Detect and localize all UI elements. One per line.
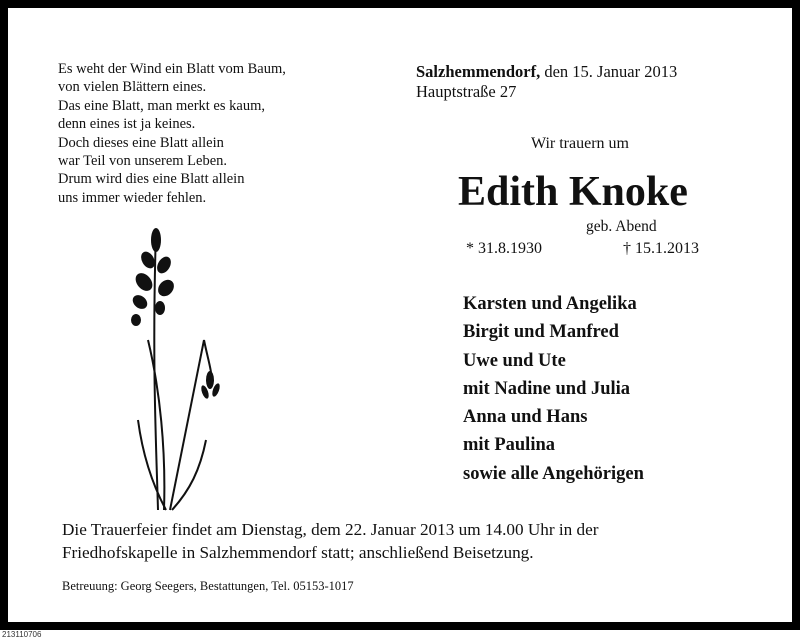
mourner: mit Nadine und Julia	[463, 378, 631, 399]
mourner: Karsten und Angelika	[463, 294, 637, 314]
poem-line: war Teil von unserem Leben.	[58, 153, 228, 170]
poem-line: Das eine Blatt, man merkt es kaum,	[58, 97, 265, 114]
date: den 15. Januar 2013	[540, 62, 678, 81]
poem-line: Es weht der Wind ein Blatt vom Baum,	[58, 61, 286, 77]
mourn-text: Wir trauern um	[531, 135, 629, 152]
ceremony-line: Friedhofskapelle in Salzhemmendorf statt; anschließend Beisetzung.	[62, 543, 534, 562]
mourners-list	[463, 290, 644, 488]
mourner: Birgit und Manfred	[463, 322, 619, 343]
poem	[58, 60, 286, 207]
mourner: Anna und Hans	[463, 407, 588, 428]
poem-line: von vielen Blättern eines.	[58, 79, 207, 96]
poem-line: uns immer wieder fehlen.	[58, 189, 207, 206]
ceremony-info	[62, 518, 599, 564]
place-date	[416, 62, 677, 102]
mourner: sowie alle Angehörigen	[463, 463, 644, 484]
place: Salzhemmendorf,	[416, 62, 541, 81]
ad-code: 213110706	[2, 630, 42, 639]
street: Hauptstraße 27	[416, 82, 517, 101]
poem-line: Doch dieses eine Blatt allein	[58, 134, 224, 151]
mourner: Uwe und Ute	[463, 350, 566, 371]
maiden-name: geb. Abend	[586, 218, 657, 235]
death-date: † 15.1.2013	[623, 240, 699, 257]
poem-line: Drum wird dies eine Blatt allein	[58, 171, 245, 188]
ceremony-line: Die Trauerfeier findet am Dienstag, dem 22. Januar 2013 um 14.00 Uhr in der	[62, 520, 599, 539]
deceased-name: Edith Knoke	[458, 169, 688, 215]
grass-illustration	[120, 220, 230, 515]
birth-date: * 31.8.1930	[466, 240, 542, 257]
mourner: mit Paulina	[463, 435, 555, 456]
poem-line: denn eines ist ja keines.	[58, 116, 196, 133]
funeral-home: Betreuung: Georg Seegers, Bestattungen, Tel. 05153-1017	[62, 579, 354, 593]
